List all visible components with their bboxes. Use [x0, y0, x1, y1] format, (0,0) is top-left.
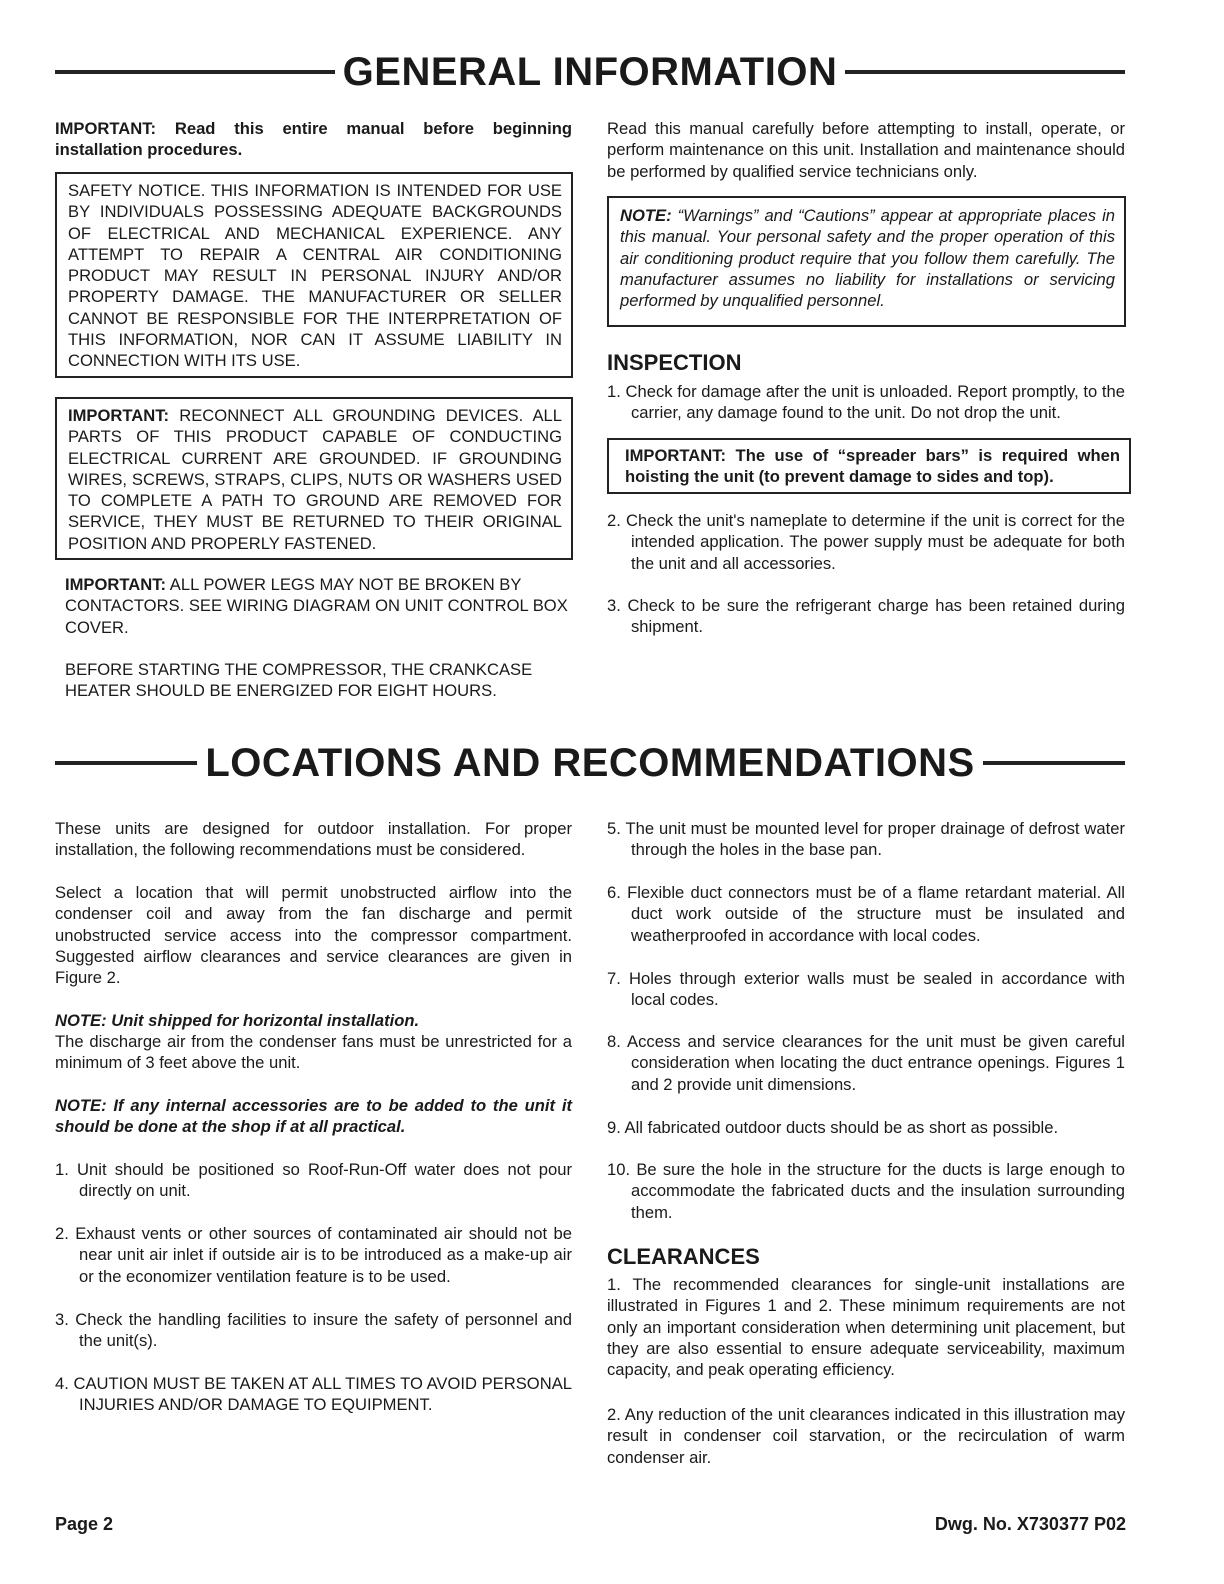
note-text: “Warnings” and “Cautions” appear at appropriate places in this manual. Your personal safety and the proper operation of this air conditioning product require that you follow them carefully. The manufacturer assumes no liability for installations or servicing performed by unqualified personnel.: [620, 206, 1115, 311]
item-text: Unit should be positioned so Roof-Run-Off water does not pour directly on unit.: [77, 1160, 572, 1201]
item-text: Check for damage after the unit is unloaded. Report promptly, to the carrier, any damage found to the unit. Do not drop the unit.: [625, 382, 1125, 423]
inspection-item-2: [607, 510, 1125, 574]
right-column-locations: [607, 818, 1125, 1508]
inspection-heading: INSPECTION: [607, 350, 742, 375]
inspection-item-1: [607, 381, 1125, 424]
location-item-4: [55, 1373, 572, 1416]
clearances-paragraph-1: 1. The recommended clearances for single-unit installations are illustrated in Figures 1 and 2. These minimum requirements are not only an important consideration when determining unit placement, but they are also essential to ensure adequate serviceability, maximum capacity, and peak operating efficiency.: [607, 1275, 1125, 1380]
general-information-heading: [55, 52, 1125, 92]
location-item-8: [607, 1031, 1125, 1095]
read-manual-paragraph: Read this manual carefully before attempting to install, operate, or perform maintenance on this unit. Installation and maintenance should be performed by qualified service technicians only.: [607, 119, 1125, 181]
item-text: Access and service clearances for the unit must be given careful consideration when locating the duct entrance openings. Figures 1 and 2 provide unit dimensions.: [627, 1032, 1125, 1094]
item-number: 6.: [607, 883, 621, 902]
section-title: LOCATIONS AND RECOMMENDATIONS: [205, 741, 975, 785]
item-text: Check the unit's nameplate to determine if the unit is correct for the intended application. The power supply must be adequate for both the unit and all accessories.: [626, 511, 1125, 573]
item-number: 1.: [55, 1160, 69, 1179]
power-legs-label: IMPORTANT:: [65, 575, 167, 594]
note-internal-accessories: NOTE: If any internal accessories are to be added to the unit it should be done at the shop if at all practical.: [55, 1096, 572, 1137]
location-item-9: [607, 1117, 1125, 1138]
heading-rule-right: [983, 761, 1125, 765]
item-number: 7.: [607, 969, 621, 988]
note-horizontal-installation: NOTE: Unit shipped for horizontal installation.: [55, 1011, 420, 1030]
item-text: All fabricated outdoor ducts should be as short as possible.: [624, 1118, 1059, 1137]
power-legs-text: ALL POWER LEGS MAY NOT BE BROKEN BY CONTACTORS. SEE WIRING DIAGRAM ON UNIT CONTROL BOX COVER.: [65, 575, 568, 637]
item-text: Check to be sure the refrigerant charge has been retained during shipment.: [627, 596, 1125, 637]
discharge-air-paragraph: The discharge air from the condenser fans must be unrestricted for a minimum of 3 feet above the unit.: [55, 1032, 572, 1073]
section-title: GENERAL INFORMATION: [342, 50, 838, 94]
safety-notice-box: [55, 172, 573, 378]
select-location-paragraph: Select a location that will permit unobstructed airflow into the condenser coil and away from the fan discharge and permit unobstructed service access into the compressor compartment. Suggested airflow clearances and service clearances are given in Figure 2.: [55, 883, 572, 988]
grounding-label: IMPORTANT:: [68, 406, 170, 425]
item-number: 9.: [607, 1118, 621, 1137]
crankcase-paragraph: BEFORE STARTING THE COMPRESSOR, THE CRANKCASE HEATER SHOULD BE ENERGIZED FOR EIGHT HOURS.: [65, 660, 533, 701]
item-number: 1.: [607, 382, 621, 401]
item-text: CAUTION MUST BE TAKEN AT ALL TIMES TO AVOID PERSONAL INJURIES AND/OR DAMAGE TO EQUIPMENT.: [73, 1374, 572, 1415]
locations-heading: [55, 743, 1125, 783]
left-column-locations: [55, 818, 572, 1498]
heading-rule-right: [845, 70, 1125, 74]
clearances-paragraph-2: 2. Any reduction of the unit clearances indicated in this illustration may result in condenser coil starvation, or the recirculation of warm condenser air.: [607, 1405, 1125, 1467]
grounding-box: [55, 397, 573, 560]
important-label: IMPORTANT:: [55, 119, 157, 138]
page-number: Page 2: [55, 1514, 114, 1534]
item-text: Exhaust vents or other sources of contaminated air should not be near unit air inlet if outside air is to be introduced as a make-up air or the economizer ventilation feature is to be used.: [75, 1224, 572, 1286]
right-column-general: [607, 118, 1125, 718]
drawing-number: Dwg. No. X730377 P02: [934, 1514, 1126, 1534]
grounding-text: RECONNECT ALL GROUNDING DEVICES. ALL PARTS OF THIS PRODUCT CAPABLE OF CONDUCTING ELECTRICAL CURRENT ARE GROUNDED. IF GROUNDING WIRES, SCREWS, STRAPS, CLIPS, NUTS OR WASHERS USED TO COMPLETE A PATH TO GROUND ARE REMOVED FOR SERVICE, THEY MUST BE RETURNED TO THEIR ORIGINAL POSITION AND PROPERLY FASTENED.: [68, 406, 562, 553]
spreader-bars-box: IMPORTANT: The use of “spreader bars” is required when hoisting the unit (to prevent damage to sides and top).: [607, 438, 1131, 494]
power-legs-paragraph: [65, 574, 572, 638]
item-number: 8.: [607, 1032, 621, 1051]
location-item-7: [607, 968, 1125, 1011]
safety-notice-text: SAFETY NOTICE. THIS INFORMATION IS INTENDED FOR USE BY INDIVIDUALS POSSESSING ADEQUATE BACKGROUNDS OF ELECTRICAL AND MECHANICAL EXPERIENCE. ANY ATTEMPT TO REPAIR A CENTRAL AIR CONDITIONING PRODUCT MAY RESULT IN PERSONAL INJURY AND/OR PROPERTY DAMAGE. THE MANUFACTURER OR SELLER CANNOT BE RESPONSIBLE FOR THE INTERPRETATION OF THIS INFORMATION, NOR CAN IT ASSUME LIABILITY IN CONNECTION WITH ITS USE.: [68, 181, 562, 371]
location-item-6: [607, 882, 1125, 946]
item-number: 10.: [607, 1160, 631, 1179]
item-text: Check the handling facilities to insure the safety of personnel and the unit(s).: [75, 1310, 572, 1351]
location-item-10: [607, 1159, 1125, 1223]
clearances-heading: CLEARANCES: [607, 1244, 760, 1269]
important-read-manual: [55, 118, 572, 161]
item-number: 4.: [55, 1374, 69, 1393]
item-text: Holes through exterior walls must be sealed in accordance with local codes.: [629, 969, 1125, 1010]
item-text: Be sure the hole in the structure for the ducts is large enough to accommodate the fabricated ducts and the insulation surrounding them.: [631, 1160, 1125, 1222]
left-column-general: [55, 118, 572, 718]
item-number: 3.: [607, 596, 621, 615]
location-item-5: [607, 818, 1125, 861]
location-item-2: [55, 1223, 572, 1287]
heading-rule-left: [55, 761, 197, 765]
intro-paragraph: These units are designed for outdoor installation. For proper installation, the following recommendations must be considered.: [55, 819, 572, 860]
item-number: 2.: [55, 1224, 69, 1243]
item-number: 2.: [607, 511, 621, 530]
inspection-item-3: [607, 595, 1125, 638]
important-text: Read this entire manual before beginning installation procedures.: [55, 119, 572, 160]
note-label: NOTE:: [620, 206, 672, 225]
location-item-3: [55, 1309, 572, 1352]
warnings-note-box: [607, 196, 1126, 327]
location-item-1: [55, 1159, 572, 1202]
item-text: Flexible duct connectors must be of a flame retardant material. All duct work outside of the structure must be insulated and weatherproofed in accordance with local codes.: [627, 883, 1125, 945]
heading-rule-left: [55, 70, 335, 74]
item-number: 5.: [607, 819, 621, 838]
item-number: 3.: [55, 1310, 69, 1329]
item-text: The unit must be mounted level for proper drainage of defrost water through the holes in the base pan.: [625, 819, 1126, 860]
